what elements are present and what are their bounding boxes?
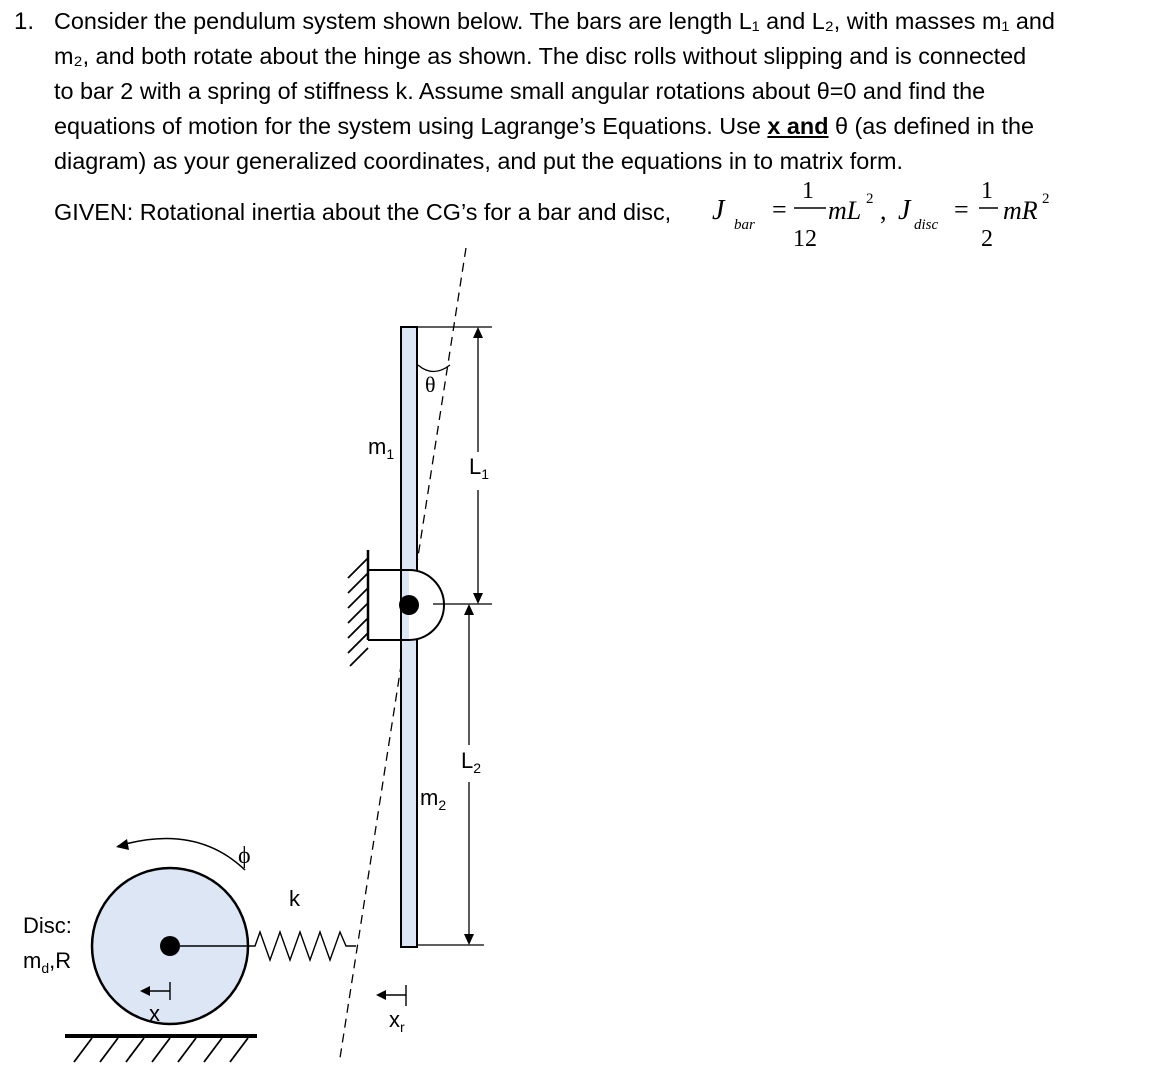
disc-mass-sub: d xyxy=(41,960,50,976)
xr-label xyxy=(389,1007,405,1035)
disc-radius: ,R xyxy=(49,948,72,973)
formula-j-disc: J xyxy=(898,195,911,226)
m1-sub: 1 xyxy=(386,446,395,462)
l2-main: L xyxy=(461,748,474,773)
disc-center xyxy=(160,936,180,956)
ground xyxy=(65,1036,257,1062)
problem-line-4-end: θ (as defined in the xyxy=(828,113,1034,139)
given-statement: GIVEN: Rotational inertia about the CG’s for a bar and disc, xyxy=(54,199,672,225)
l2-sub: 2 xyxy=(473,760,482,776)
m1-main: m xyxy=(368,434,387,459)
l2-label xyxy=(461,748,481,776)
formula-square-1: 2 xyxy=(866,191,874,207)
problem-line-4-start: equations of motion for the system using Lagrange’s Equations. Use xyxy=(54,113,768,139)
formula-mr: mR xyxy=(1003,196,1038,225)
formula-numerator-1: 1 xyxy=(802,178,814,204)
disc-params xyxy=(23,948,71,976)
m2-sub: 2 xyxy=(438,797,447,813)
emphasis-x-and: x and xyxy=(767,113,829,139)
xr-arrow xyxy=(376,985,406,1006)
k-label: k xyxy=(289,886,300,911)
problem-line-2: m₂, and both rotate about the hinge as shown. The disc rolls without slipping and is connected xyxy=(54,43,1027,69)
xr-sub: r xyxy=(400,1019,405,1035)
theta-label: θ xyxy=(425,372,436,397)
phi-arrow xyxy=(118,838,245,870)
l1-sub: 1 xyxy=(481,466,490,482)
formula-comma: , xyxy=(880,196,887,225)
m2-main: m xyxy=(420,785,439,810)
formula-square-2: 2 xyxy=(1042,191,1050,207)
inertia-formula xyxy=(0,0,1149,260)
problem-line-3: to bar 2 with a spring of stiffness k. Assume small angular rotations about θ=0 and find the xyxy=(54,78,986,104)
phi-arrow-head xyxy=(116,839,129,850)
formula-disc-subscript: disc xyxy=(914,217,939,233)
formula-numerator-2: 1 xyxy=(981,178,993,204)
theta-arc xyxy=(418,365,450,372)
x-label: x xyxy=(149,1001,160,1026)
m1-label xyxy=(368,434,394,462)
formula-equals-1: = xyxy=(772,195,787,224)
problem-line-5: diagram) as your generalized coordinates, and put the equations in to matrix form. xyxy=(54,148,904,174)
formula-denominator-2: 2 xyxy=(981,226,993,252)
problem-line-1: Consider the pendulum system shown below. The bars are length L₁ and L₂, with masses m₁ and xyxy=(54,8,1055,34)
disc-mass: m xyxy=(23,948,42,973)
l1-label xyxy=(469,454,489,482)
problem-number: 1. xyxy=(14,8,35,35)
formula-equals-2: = xyxy=(954,195,969,224)
pendulum-diagram xyxy=(0,240,1149,1066)
hinge-support xyxy=(348,550,444,666)
phi-label: ϕ xyxy=(238,843,251,869)
formula-bar-subscript: bar xyxy=(734,217,755,233)
m2-label xyxy=(420,785,446,813)
formula-j-bar: J xyxy=(712,195,725,226)
formula-ml: mL xyxy=(828,196,862,225)
l1-main: L xyxy=(469,454,482,479)
xr-main: x xyxy=(389,1007,400,1032)
disc-label: Disc: xyxy=(23,913,72,938)
hinge-pin xyxy=(399,595,419,615)
formula-denominator-12: 12 xyxy=(793,226,817,252)
